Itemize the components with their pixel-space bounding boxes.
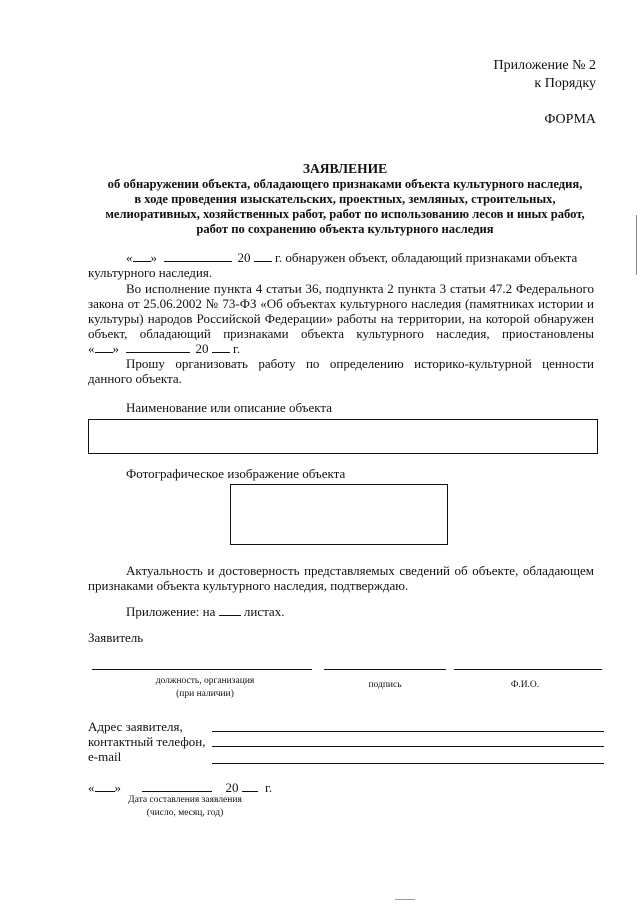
address-line[interactable] (212, 731, 604, 732)
date-quote-open: « (126, 250, 133, 265)
app-day-blank[interactable] (95, 781, 115, 792)
p2-line-4: объект, обладающий признаками объекта культурного наследия, приостановлены (88, 326, 594, 341)
appendix-number: Приложение № 2 (493, 58, 596, 73)
signature-line[interactable] (324, 669, 446, 670)
p2-quote-close: » (112, 341, 119, 356)
scan-edge-mark (636, 215, 637, 275)
p2-day-blank[interactable] (95, 342, 113, 353)
confirm-line-2: признаками объекта культурного наследия, подтверждаю. (88, 578, 409, 593)
p2-quote-open: « (88, 341, 95, 356)
app-quote-close: » (114, 780, 121, 795)
title-line-3: мелиоративных, хозяйственных работ, работ по использованию лесов и иных работ, (105, 207, 585, 221)
p3-line-1: Прошу организовать работу по определению историко-культурной ценности (126, 356, 594, 371)
applicant-label: Заявитель (88, 630, 144, 645)
p2-year-suffix: г. (233, 341, 241, 356)
document-title: ЗАЯВЛЕНИЕ (302, 161, 388, 176)
discovery-date-line (126, 250, 577, 265)
year-blank[interactable] (254, 251, 272, 262)
app-year-blank[interactable] (242, 781, 258, 792)
position-caption-line-1: должность, организация (155, 676, 255, 686)
form-label: ФОРМА (544, 112, 596, 127)
phone-line[interactable] (212, 746, 604, 747)
app-quote-open: « (88, 780, 95, 795)
suspension-date-line (88, 341, 240, 356)
p2-year: 20 (195, 341, 209, 356)
sheets-count-blank[interactable] (219, 605, 241, 616)
email-label: e-mail (88, 749, 122, 764)
photo-field[interactable] (230, 484, 448, 545)
p1-rest: обнаружен объект, обладающий признаками объекта (285, 250, 578, 265)
date-caption-line-2: (число, месяц, год) (146, 808, 224, 818)
p2-month-blank[interactable] (126, 342, 190, 353)
object-name-field[interactable] (88, 419, 598, 454)
confirm-line-1: Актуальность и достоверность представляемых сведений об объекте, обладающем (126, 563, 594, 578)
application-date-line (88, 780, 272, 795)
title-line-1: об обнаружении объекта, обладающего признаками объекта культурного наследия, (107, 177, 583, 191)
phone-label: контактный телефон, (88, 734, 206, 749)
attachment-prefix: Приложение: на (126, 604, 216, 619)
app-year: 20 (225, 780, 239, 795)
position-caption-line-2: (при наличии) (176, 689, 234, 699)
address-label: Адрес заявителя, (88, 719, 183, 734)
scan-bottom-mark (395, 899, 415, 900)
p2-year-blank[interactable] (212, 342, 230, 353)
email-line[interactable] (212, 763, 604, 764)
appendix-order: к Порядку (534, 76, 596, 91)
p3-line-2: данного объекта. (88, 371, 182, 386)
p1-line-2: культурного наследия. (88, 265, 213, 280)
attachment-suffix: листах. (243, 604, 285, 619)
title-line-2: в ходе проведения изыскательских, проектных, земляных, строительных, (134, 192, 556, 206)
date-caption-line-1: Дата составления заявления (128, 795, 242, 805)
p2-line-2: закона от 25.06.2002 № 73-ФЗ «Об объектах культурного наследия (памятниках истории и (88, 296, 594, 311)
signature-caption: подпись (368, 680, 402, 690)
date-year: 20 (237, 250, 251, 265)
day-blank[interactable] (133, 251, 151, 262)
month-blank[interactable] (164, 251, 232, 262)
photo-label: Фотографическое изображение объекта (126, 466, 346, 481)
p2-line-1: Во исполнение пункта 4 статьи 36, подпункта 2 пункта 3 статьи 47.2 Федерального (126, 281, 594, 296)
full-name-line[interactable] (454, 669, 602, 670)
full-name-caption: Ф.И.О. (510, 680, 540, 690)
attachment-line (126, 604, 284, 619)
date-year-suffix: г. (275, 250, 283, 265)
app-month-blank[interactable] (142, 781, 212, 792)
app-year-suffix: г. (265, 780, 273, 795)
p2-line-3: культуры) народов Российской Федерации» работы на территории, на которой обнаружен (88, 311, 594, 326)
date-quote-close: » (150, 250, 157, 265)
title-line-4: работ по сохранению объекта культурного наследия (196, 222, 494, 236)
object-name-label: Наименование или описание объекта (126, 400, 332, 415)
position-line[interactable] (92, 669, 312, 670)
